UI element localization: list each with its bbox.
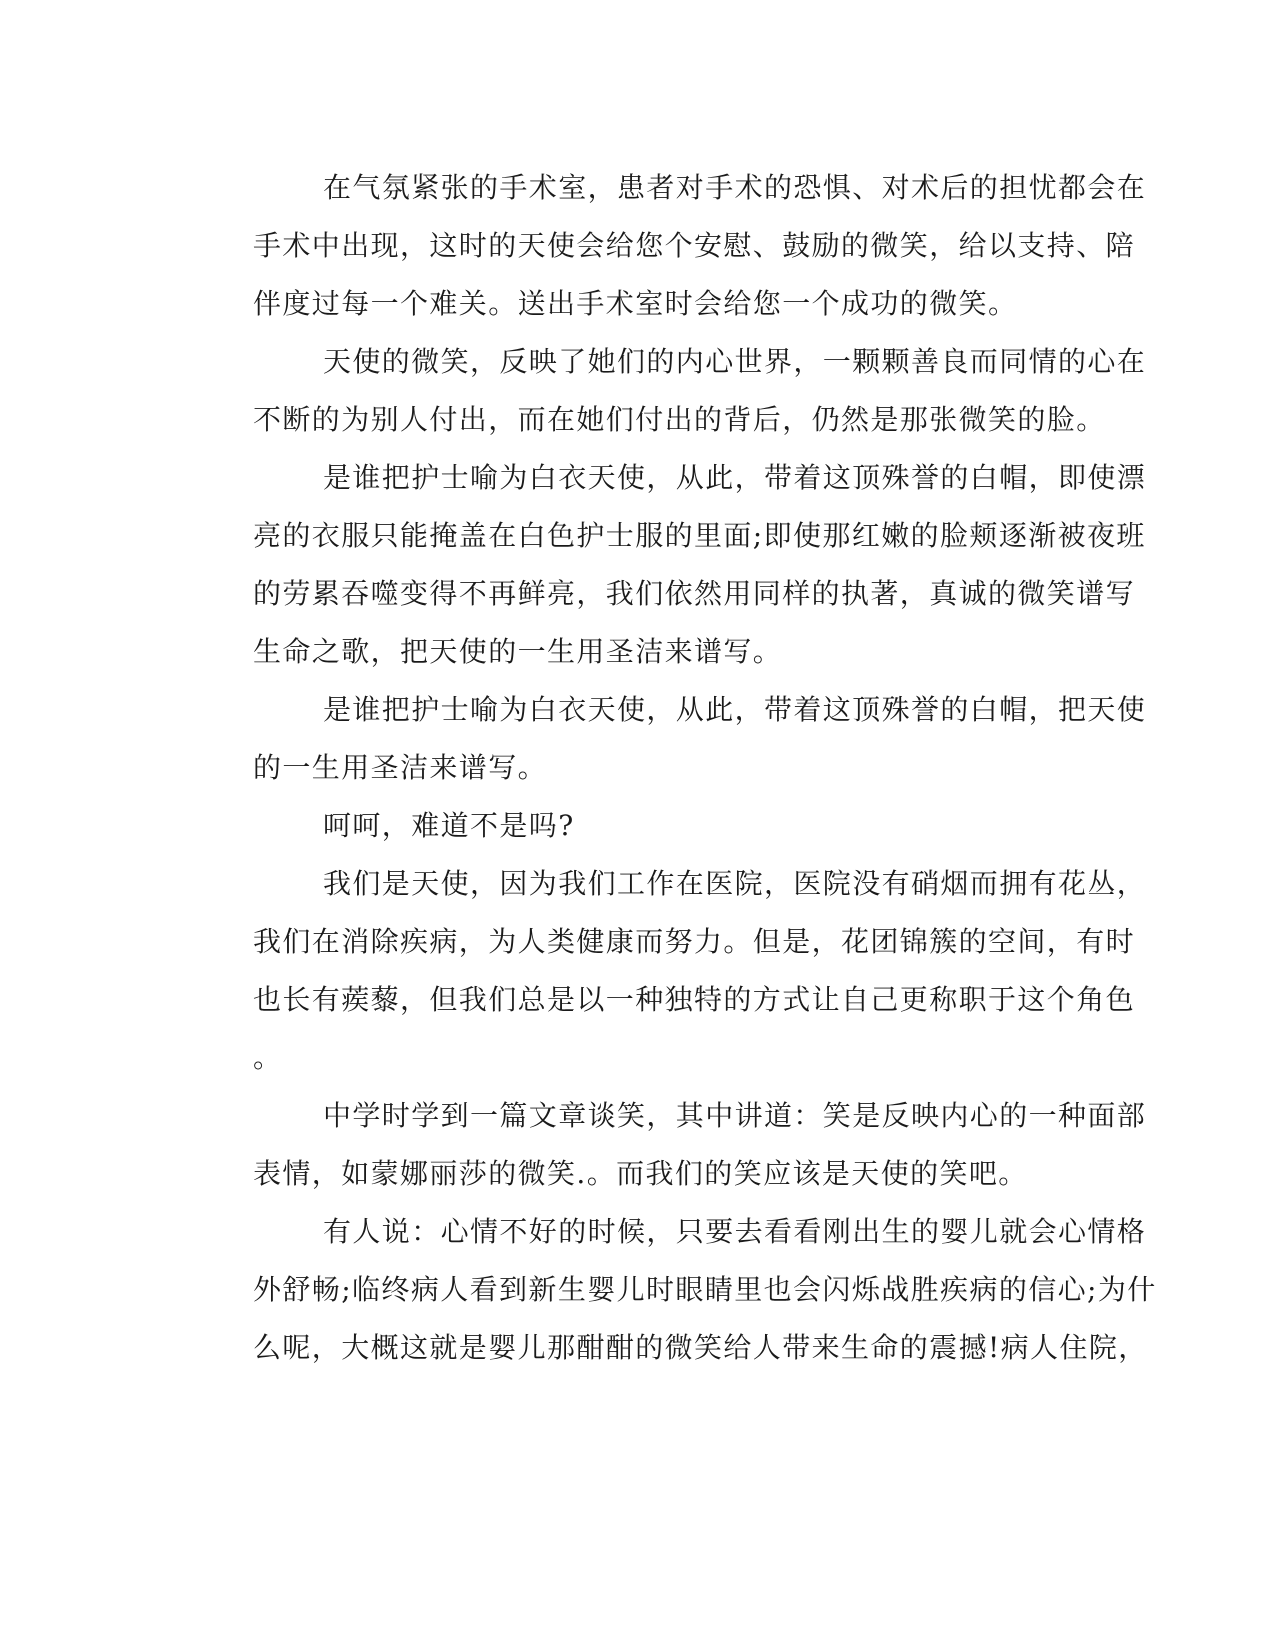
paragraph-1 <box>183 159 1147 333</box>
paragraph-5 <box>183 797 1055 855</box>
text-line: 我们是天使，因为我们工作在医院，医院没有硝烟而拥有花丛， <box>323 867 1147 900</box>
text-line: 呵呵，难道不是吗? <box>323 809 575 842</box>
text-line: 在气氛紧张的手术室，患者对手术的恐惧、对术后的担忧都会在 <box>323 171 1147 204</box>
text-line: 伴度过每一个难关。送出手术室时会给您一个成功的微笑。 <box>253 287 1018 320</box>
text-line: 表情，如蒙娜丽莎的微笑.。而我们的笑应该是天使的笑吧。 <box>253 1157 1028 1190</box>
text-line: 有人说：心情不好的时候，只要去看看刚出生的婴儿就会心情格 <box>323 1215 1147 1248</box>
text-line: 的劳累吞噬变得不再鲜亮，我们依然用同样的执著，真诚的微笑谱写 <box>253 577 1136 610</box>
paragraph-8 <box>183 1203 1157 1377</box>
text-line: 不断的为别人付出，而在她们付出的背后，仍然是那张微笑的脸。 <box>253 403 1106 436</box>
paragraph-3 <box>183 449 1147 681</box>
text-line: 是谁把护士喻为白衣天使，从此，带着这顶殊誉的白帽，即使漂 <box>323 461 1147 494</box>
text-line: 也长有蒺藜，但我们总是以一种独特的方式让自己更称职于这个角色 <box>253 983 1136 1016</box>
document-body <box>183 159 1157 1377</box>
paragraph-4 <box>183 681 1147 797</box>
text-line: 的一生用圣洁来谱写。 <box>253 751 548 784</box>
paragraph-7 <box>183 1087 1147 1203</box>
paragraph-2 <box>183 333 1147 449</box>
text-line: 外舒畅;临终病人看到新生婴儿时眼睛里也会闪烁战胜疾病的信心;为什 <box>253 1273 1157 1306</box>
text-line: 是谁把护士喻为白衣天使，从此，带着这顶殊誉的白帽，把天使 <box>323 693 1147 726</box>
text-line: 亮的衣服只能掩盖在白色护士服的里面;即使那红嫩的脸颊逐渐被夜班 <box>253 519 1146 552</box>
text-line: 生命之歌，把天使的一生用圣洁来谱写。 <box>253 635 783 668</box>
text-line: 手术中出现，这时的天使会给您个安慰、鼓励的微笑，给以支持、陪 <box>253 229 1136 262</box>
text-line: 。 <box>253 1041 283 1074</box>
paragraph-6 <box>183 855 1147 1087</box>
text-line: 天使的微笑，反映了她们的内心世界，一颗颗善良而同情的心在 <box>323 345 1147 378</box>
text-line: 我们在消除疾病，为人类健康而努力。但是，花团锦簇的空间，有时 <box>253 925 1136 958</box>
text-line: 么呢，大概这就是婴儿那酣酣的微笑给人带来生命的震撼!病人住院， <box>253 1331 1148 1364</box>
text-line: 中学时学到一篇文章谈笑，其中讲道：笑是反映内心的一种面部 <box>323 1099 1147 1132</box>
